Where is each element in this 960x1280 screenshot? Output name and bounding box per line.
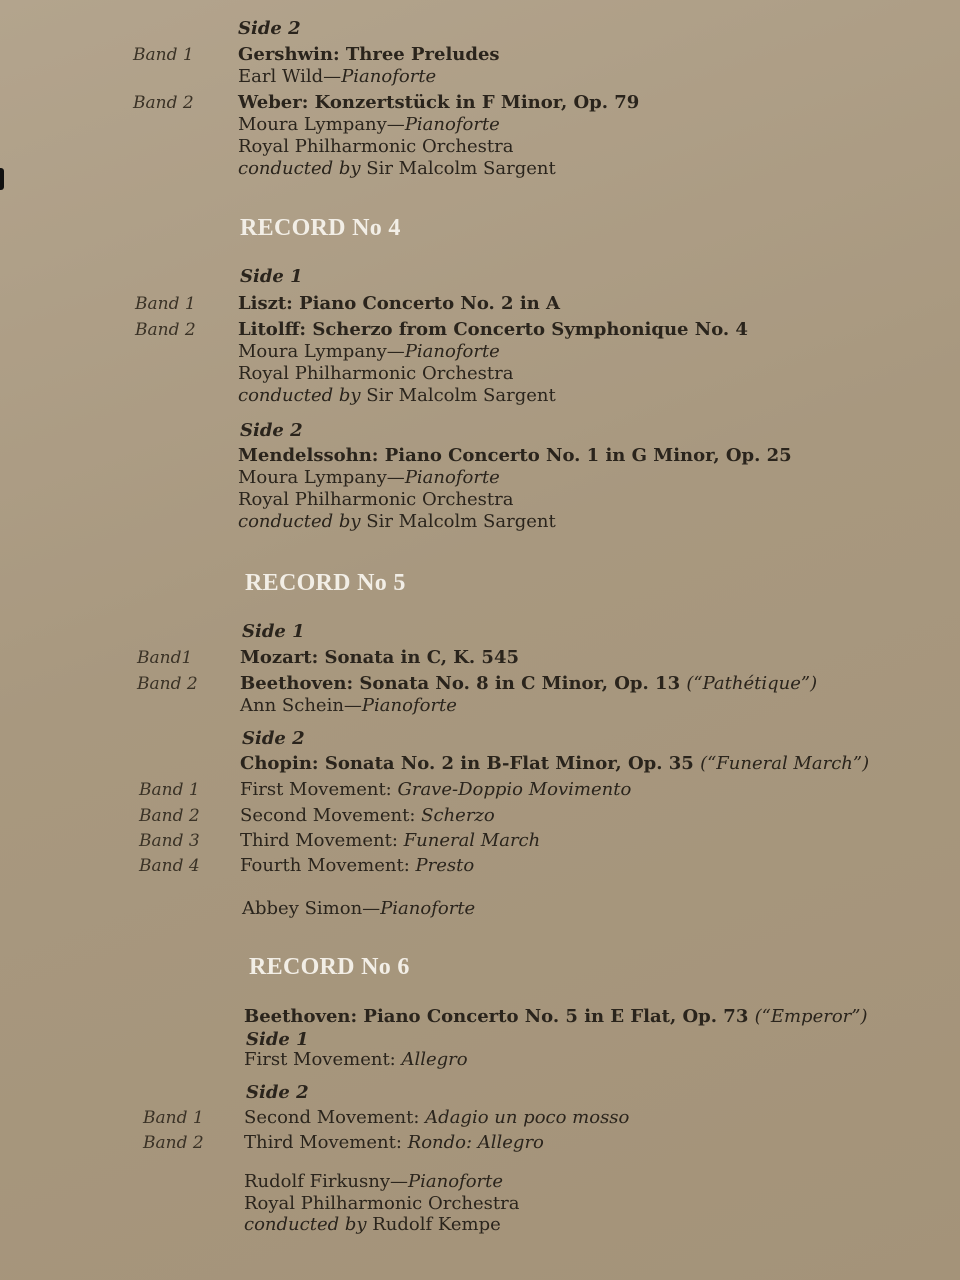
line-text: Moura Lympany— [238,341,405,362]
track-line [238,66,436,88]
band-label [139,805,200,827]
italic-annotation: Pianoforte [404,341,500,362]
track-line [240,855,474,877]
line-text: Band 3 [139,831,200,851]
work-title [240,673,817,695]
record-heading: RECORD No 6 [249,954,410,980]
line-text: Beethoven: Piano Concerto No. 5 in E Flat, Op. 73 [244,1006,755,1027]
side-label [240,420,303,442]
line-text: Third Movement: [244,1132,408,1153]
side-label [238,18,301,40]
band-label [137,647,192,669]
line-text: Second Movement: [244,1107,426,1128]
line-text: Band 2 [133,93,194,113]
side-label [246,1029,309,1051]
record-heading: RECORD No 4 [240,215,401,241]
work-title [238,319,748,341]
band-label [133,44,194,66]
line-text: Band1 [137,648,193,668]
track-line [238,114,500,136]
work-title [238,445,792,467]
line-text: Mozart: Sonata in C, K. 545 [240,647,520,668]
line-text: Band 1 [135,294,196,314]
work-title [240,647,519,669]
line-text: Side 1 [240,266,303,287]
italic-annotation: Rondo: Allegro [407,1132,544,1153]
line-text: Litolff: Scherzo from Concerto Symphonique No. 4 [238,319,748,340]
line-text: Side 2 [240,420,303,441]
track-line [244,1107,629,1129]
line-text: Chopin: Sonata No. 2 in B-Flat Minor, Op. 35 [240,753,701,774]
line-text: Band 1 [143,1108,204,1128]
italic-annotation: Pianoforte [408,1171,504,1192]
band-label [133,92,194,114]
line-text: Third Movement: [240,830,404,851]
line-text: Royal Philharmonic Orchestra [238,136,514,157]
side-label [246,1082,309,1104]
line-text: Band 1 [133,45,194,65]
line-text: Side 2 [246,1082,309,1103]
line-text: Abbey Simon— [242,898,381,919]
side-label [242,621,305,643]
track-line [238,136,513,158]
line-text: Fourth Movement: [240,855,416,876]
track-line [240,695,457,717]
italic-annotation: Funeral March [403,830,541,851]
line-text: Band 2 [143,1133,204,1153]
band-label [139,855,200,877]
line-text: Side 1 [246,1029,309,1050]
line-text: Band 1 [139,780,200,800]
dark-edge-mark [0,168,4,190]
track-line [244,1193,519,1215]
work-title [240,753,869,775]
italic-annotation: Pianoforte [361,695,457,716]
line-text: Royal Philharmonic Orchestra [238,489,514,510]
track-line: conducted by Sir Malcolm Sargent [238,511,556,532]
track-line: conducted by Rudolf Kempe [244,1214,501,1235]
line-text: Beethoven: Sonata No. 8 in C Minor, Op. 13 [240,673,687,694]
track-line [238,341,500,363]
track-line [238,489,513,511]
italic-annotation: Grave-Doppio Movimento [397,779,632,800]
track-line [238,467,500,489]
band-label [143,1107,204,1129]
italic-annotation: (“Emperor”) [754,1006,868,1027]
line-text: Ann Schein— [240,695,362,716]
line-text: Moura Lympany— [238,114,405,135]
italic-annotation: Pianoforte [404,114,500,135]
italic-annotation: Allegro [401,1049,468,1070]
band-label [143,1132,204,1154]
band-label [135,293,196,315]
track-line [240,830,540,852]
line-text: First Movement: [244,1049,402,1070]
italic-annotation: Pianoforte [380,898,476,919]
track-line: conducted by Sir Malcolm Sargent [238,385,556,406]
line-text: Side 2 [242,728,305,749]
track-line: conducted by Sir Malcolm Sargent [238,158,556,179]
italic-annotation: Pianoforte [341,66,437,87]
line-text: Band 2 [135,320,196,340]
work-title [244,1006,868,1028]
line-text: Band 2 [139,806,200,826]
line-text: Liszt: Piano Concerto No. 2 in A [238,293,560,314]
line-text: Royal Philharmonic Orchestra [244,1193,520,1214]
work-title [238,92,639,114]
line-text: Moura Lympany— [238,467,405,488]
track-line [244,1049,468,1071]
line-text: Band 4 [139,856,200,876]
line-text: Side 1 [242,621,305,642]
line-text: Royal Philharmonic Orchestra [238,363,514,384]
band-label [137,673,198,695]
italic-annotation: Adagio un poco mosso [425,1107,630,1128]
band-label [139,779,200,801]
line-text: Rudolf Firkusny— [244,1171,408,1192]
italic-annotation: (“Pathétique”) [686,673,818,694]
italic-annotation: (“Funeral March”) [700,753,870,774]
record-heading: RECORD No 5 [245,570,406,596]
track-line [238,363,513,385]
track-line [240,805,495,827]
line-text: Second Movement: [240,805,422,826]
side-label [242,728,305,750]
line-text: Mendelssohn: Piano Concerto No. 1 in G Minor, Op. 25 [238,445,792,466]
italic-annotation: Scherzo [421,805,495,826]
line-text: Band 2 [137,674,198,694]
line-text: Weber: Konzertstück in F Minor, Op. 79 [238,92,640,113]
line-text: First Movement: [240,779,398,800]
band-label [135,319,196,341]
band-label [139,830,200,852]
track-line [244,1171,503,1193]
track-line [240,779,631,801]
italic-annotation: Pianoforte [404,467,500,488]
track-line [242,898,475,920]
side-label [240,266,303,288]
line-text: Earl Wild— [238,66,342,87]
line-text: Gershwin: Three Preludes [238,44,500,65]
track-line [244,1132,544,1154]
line-text: Side 2 [238,18,301,39]
work-title [238,44,500,66]
work-title [238,293,560,315]
italic-annotation: Presto [415,855,475,876]
